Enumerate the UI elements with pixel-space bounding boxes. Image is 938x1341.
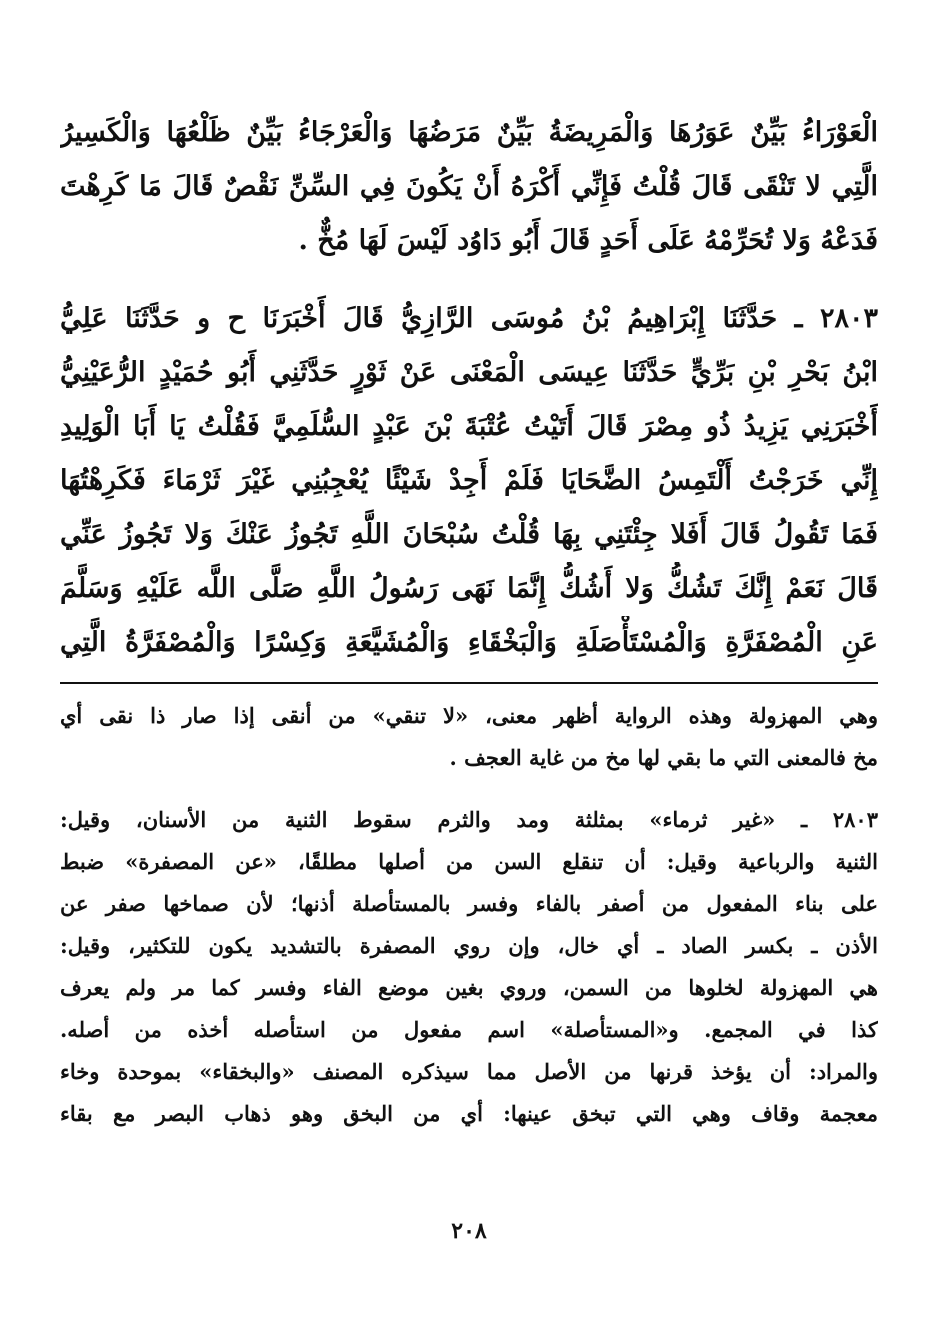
- footnote-line: والمراد: أن يؤخذ قرنها من الأصل مما سيذكره المصنف «والبخقاء» بموحدة وخاء: [60, 1059, 878, 1084]
- footnote-line: معجمة وقاف وهي التي تبخق عينها: أي من البخق وهو ذهاب البصر مع بقاء: [60, 1101, 878, 1126]
- hadith-line: ابْنُ بَحْرِ بْنِ بَرِّيٍّ حَدَّثَنَا عِيسَى الْمَعْنَى عَنْ ثَوْرٍ حَدَّثَنِي أَبُو حُمَيْدٍ الرُّعَيْنِيُّ: [60, 357, 878, 388]
- hadith-line: فَدَعْهُ وَلا تُحَرِّمْهُ عَلَى أَحَدٍ قَالَ أَبُو دَاوُد لَيْسَ لَهَا مُخٌّ .: [298, 225, 878, 256]
- paragraph-gap: [60, 268, 878, 292]
- footnote-line: وهي المهزولة وهذه الرواية أظهر معنى، «لا تنقي» من أنقى إذا صار ذا نقى أي: [60, 703, 878, 728]
- hadith-line: فَمَا تَقُولُ قَالَ أَفَلا جِئْتَنِي بِهَا قُلْتُ سُبْحَانَ اللَّهِ تَجُوزُ عَنْكَ وَلا تَجُوزُ عَنِّي: [60, 519, 878, 550]
- hadith-line: عَنِ الْمُصْفَرَّةِ وَالْمُسْتَأْصَلَةِ وَالْبَخْقَاءِ وَالْمُشَيَّعَةِ وَكِسْرًا وَالْمُصْفَرَّةُ الَّتِي: [60, 627, 878, 658]
- page-number: ٢٠٨: [451, 1218, 487, 1244]
- hadith-line: ٢٨٠٣ ـ حَدَّثَنَا إِبْرَاهِيمُ بْنُ مُوسَى الرَّازِيُّ قَالَ أَخْبَرَنَا ح و حَدَّثَنَا عَلِيُّ: [60, 303, 878, 334]
- footnote-line: الثنية والرباعية وقيل: أن تنقلع السن من أصلها مطلقًا، «عن المصفرة» ضبط: [60, 849, 878, 874]
- footnote-line: ٢٨٠٣ ـ «غير ثرماء» بمثلثة ومد والثرم سقوط الثنية من الأسنان، وقيل:: [60, 807, 878, 832]
- footnote-line: الأذن ـ بكسر الصاد ـ أي خال، وإن روي المصفرة بالتشديد يكون للتكثير، وقيل:: [60, 933, 878, 958]
- book-page: [60, 0, 878, 1341]
- hadith-line: الَّتِي لا تَنْقَى قَالَ قُلْتُ فَإِنِّي أَكْرَهُ أَنْ يَكُونَ فِي السِّنِّ نَقْصٌ قَالَ مَا كَرِهْتَ: [60, 171, 878, 202]
- hadith-line: قَالَ نَعَمْ إِنَّكَ تَشُكُّ وَلا أَشُكُّ إِنَّمَا نَهَى رَسُولُ اللَّهِ صَلَّى اللَّه عَلَيْهِ وَسَلَّمَ: [60, 573, 878, 604]
- paragraph-gap: [60, 779, 878, 799]
- footnotes: [60, 695, 878, 1135]
- footnote-line: على بناء المفعول من أصفر بالفاء وفسر بالمستأصلة أذنها؛ لأن صماخها صفر عن: [60, 891, 878, 916]
- footnote-separator: [60, 682, 878, 684]
- hadith-text: [60, 106, 878, 670]
- hadith-line: إِنِّي خَرَجْتُ أَلْتَمِسُ الضَّحَايَا فَلَمْ أَجِدْ شَيْئًا يُعْجِبُنِي غَيْرَ ثَرْمَاءَ فَكَرِهْتُهَا: [60, 465, 878, 496]
- footnote-line: كذا في المجمع. و«المستأصلة» اسم مفعول من استأصله أخذه من أصله.: [60, 1017, 878, 1042]
- hadith-line: أَخْبَرَنِي يَزِيدُ ذُو مِصْرَ قَالَ أَتَيْتُ عُتْبَةَ بْنَ عَبْدٍ السُّلَمِيَّ فَقُلْتُ يَا أَبَا الْوَلِيدِ: [60, 411, 878, 442]
- hadith-line: الْعَوْرَاءُ بَيِّنٌ عَوَرُهَا وَالْمَرِيضَةُ بَيِّنٌ مَرَضُهَا وَالْعَرْجَاءُ بَيِّنٌ ظَلْعُهَا وَالْكَسِيرُ: [60, 117, 878, 148]
- footnote-line: مخ فالمعنى التي ما بقي لها مخ من غاية العجف .: [449, 745, 878, 770]
- footnote-line: هي المهزولة لخلوها من السمن، وروي بغين موضع الفاء وفسر كما مر ولم يعرف: [60, 975, 878, 1000]
